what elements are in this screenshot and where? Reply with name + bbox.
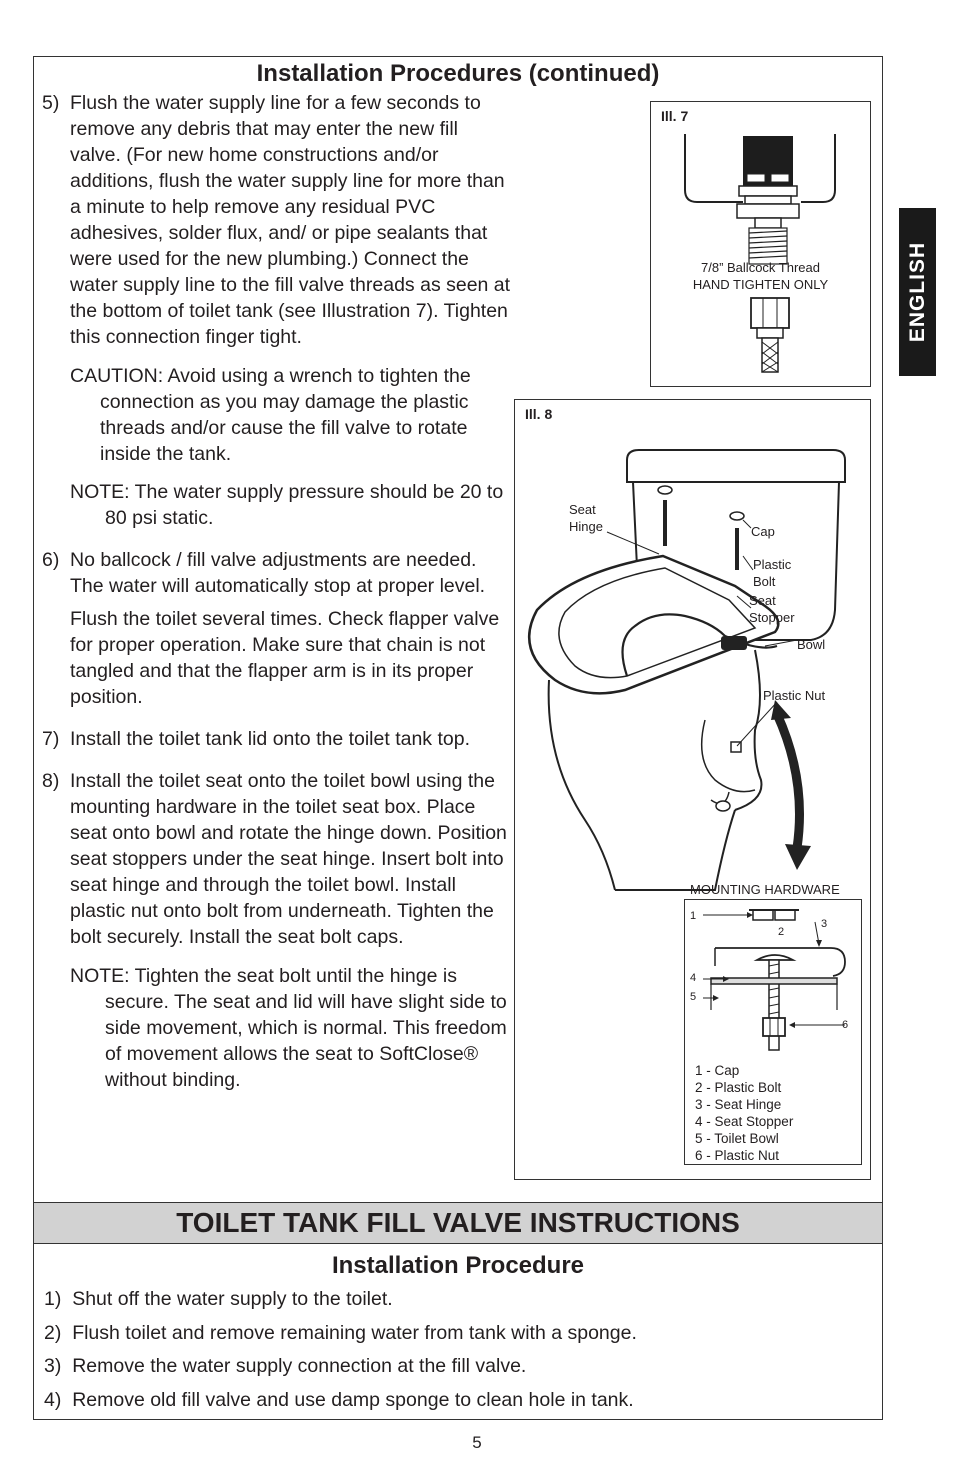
content-frame: [33, 56, 883, 1420]
hardware-num-3: 3: [821, 918, 828, 930]
callout-cap: Cap: [751, 524, 775, 539]
step-text: Install the toilet seat onto the toilet bowl using the mounting hardware in the toilet seat box. Place seat onto bowl and rotate the hinge down. Position seat stoppers under the seat hinge. Insert bolt into seat hinge and through the toilet bowl. Install plastic nut onto bolt from underneath. Tighten the bolt securely. Install the seat bolt caps.: [70, 770, 507, 948]
step-number: 7): [42, 728, 60, 750]
illustration-8-label: Ill. 8: [525, 406, 553, 422]
supply-line-drawing: [651, 102, 870, 386]
legend-item: 1 - Cap: [695, 1063, 740, 1078]
step-number: 5): [42, 92, 60, 114]
lower-step-2: [44, 1320, 637, 1346]
callout-seat-hinge: Seat Hinge: [569, 502, 603, 534]
illustration-8: [514, 399, 871, 1180]
legend-item: 4 - Seat Stopper: [695, 1114, 794, 1129]
hardware-num-4: 4: [690, 972, 697, 984]
illustration-7-label: Ill. 7: [661, 108, 689, 124]
illustration-7: [650, 101, 871, 387]
step-text: Remove the water supply connection at the fill valve.: [72, 1355, 527, 1377]
fill-valve-section-header: TOILET TANK FILL VALVE INSTRUCTIONS: [34, 1202, 882, 1244]
hardware-num-5: 5: [690, 991, 697, 1003]
step-text: No ballcock / fill valve adjustments are needed. The water will automatically stop at proper level.: [70, 549, 486, 597]
ill7-caption-tighten: HAND TIGHTEN ONLY: [692, 277, 829, 292]
hardware-num-2: 2: [778, 926, 785, 938]
language-tab: [899, 208, 936, 376]
callout-bowl: Bowl: [797, 637, 826, 652]
step-text: Flush toilet and remove remaining water from tank with a sponge.: [72, 1321, 637, 1344]
hardware-legend: [695, 1062, 793, 1164]
mounting-hardware-inset: [684, 899, 862, 1165]
mounting-hardware-title: MOUNTING HARDWARE: [690, 882, 840, 897]
lower-step-4: [44, 1387, 637, 1413]
callout-plastic-bolt: Plastic Bolt: [753, 557, 792, 589]
hardware-num-1: 1: [690, 910, 697, 922]
lower-steps: [44, 1286, 637, 1420]
section-title-continued: Installation Procedures (continued): [256, 60, 660, 87]
legend-item: 6 - Plastic Nut: [695, 1148, 780, 1163]
lower-step-1: [44, 1286, 637, 1312]
callout-seat-stopper: Seat Stopper: [749, 593, 795, 625]
caution-note: CAUTION: Avoid using a wrench to tighten the connection as you may damage the plastic threads and/or cause the fill valve to rotate inside the tank.: [70, 365, 471, 465]
step-number: 2): [44, 1321, 62, 1344]
lower-step-3: [44, 1353, 637, 1379]
legend-item: 2 - Plastic Bolt: [695, 1080, 782, 1095]
seat-bolt-note: NOTE: Tighten the seat bolt until the hinge is secure. The seat and lid will have slight side to side movement, which is normal. This freedom of movement allows the seat to SoftClose® without binding.: [70, 965, 507, 1091]
upper-steps: [42, 90, 514, 1105]
pressure-note: NOTE: The water supply pressure should be 20 to 80 psi static.: [70, 481, 504, 529]
ill7-caption-thread: 7/8” Ballcock Thread: [701, 260, 820, 275]
step-number: 6): [42, 549, 60, 571]
step-text: Install the toilet tank lid onto the toilet tank top.: [70, 728, 470, 750]
legend-item: 5 - Toilet Bowl: [695, 1131, 779, 1146]
hardware-exploded-drawing: [685, 900, 861, 1060]
step-number: 3): [44, 1355, 62, 1377]
step-text: Flush the water supply line for a few seconds to remove any debris that may enter the new fill valve. (For new home constructions and/or additions, flush the water supply line for more than a minute to help remove any residual PVC adhesives, solder flux, and/ or pipe sealants that were used for the new plumbing.) Connect the water supply line to the fill valve threads as seen at the bottom of toilet tank (see Illustration 7). Tighten this connection finger tight.: [70, 92, 511, 348]
step-number: 1): [44, 1288, 62, 1310]
callout-plastic-nut: Plastic Nut: [763, 688, 826, 703]
step-text: Shut off the water supply to the toilet.: [72, 1288, 393, 1310]
step-text-secondary: Flush the toilet several times. Check flapper valve for proper operation. Make sure that chain is not tangled and that the flapper arm is in its proper position.: [70, 608, 500, 708]
page-number: 5: [472, 1433, 482, 1452]
step-6: [42, 547, 514, 710]
step-number: 8): [42, 770, 60, 792]
hardware-num-6: 6: [842, 1019, 849, 1031]
installation-procedure-title: Installation Procedure: [331, 1252, 585, 1279]
step-7: [42, 726, 514, 752]
step-5: [42, 90, 514, 350]
step-text: Remove old fill valve and use damp sponge to clean hole in tank.: [72, 1388, 634, 1411]
legend-item: 3 - Seat Hinge: [695, 1097, 782, 1112]
language-tab-label: ENGLISH: [905, 241, 929, 343]
step-number: 4): [44, 1388, 62, 1411]
step-8: [42, 768, 514, 950]
